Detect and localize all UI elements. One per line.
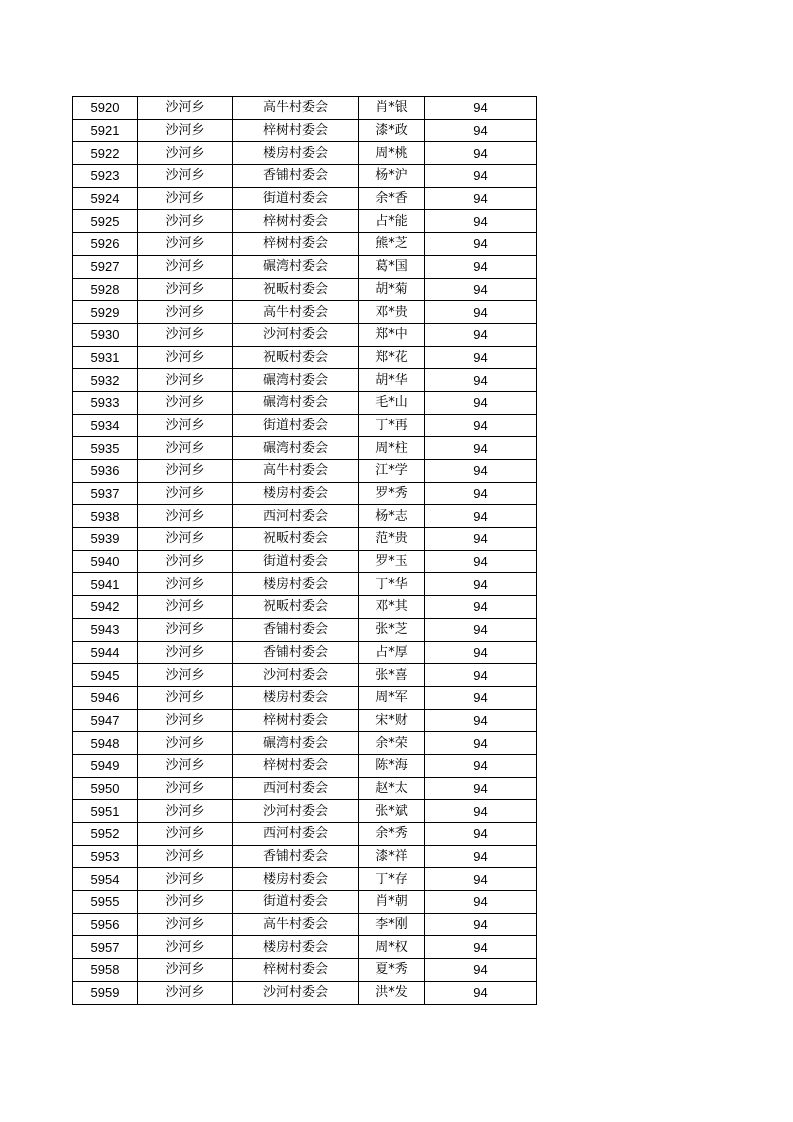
village-committee-cell: 街道村委会: [233, 891, 359, 914]
score-cell: 94: [425, 414, 537, 437]
township-cell: 沙河乡: [138, 278, 233, 301]
row-number-cell: 5957: [73, 936, 138, 959]
table-row: [73, 142, 537, 165]
village-committee-cell: 西河村委会: [233, 505, 359, 528]
table-row: [73, 868, 537, 891]
village-committee-cell: 沙河村委会: [233, 800, 359, 823]
person-name-cell: 周*柱: [359, 437, 425, 460]
score-cell: 94: [425, 505, 537, 528]
row-number-cell: 5932: [73, 369, 138, 392]
township-cell: 沙河乡: [138, 346, 233, 369]
table-row: [73, 800, 537, 823]
score-cell: 94: [425, 142, 537, 165]
row-number-cell: 5926: [73, 233, 138, 256]
person-name-cell: 葛*国: [359, 255, 425, 278]
village-committee-cell: 高牛村委会: [233, 301, 359, 324]
township-cell: 沙河乡: [138, 754, 233, 777]
village-committee-cell: 楼房村委会: [233, 573, 359, 596]
person-name-cell: 占*能: [359, 210, 425, 233]
row-number-cell: 5925: [73, 210, 138, 233]
table-row: [73, 550, 537, 573]
row-number-cell: 5948: [73, 732, 138, 755]
person-name-cell: 杨*志: [359, 505, 425, 528]
row-number-cell: 5958: [73, 959, 138, 982]
village-committee-cell: 沙河村委会: [233, 664, 359, 687]
score-cell: 94: [425, 618, 537, 641]
township-cell: 沙河乡: [138, 959, 233, 982]
person-name-cell: 漆*政: [359, 119, 425, 142]
row-number-cell: 5930: [73, 323, 138, 346]
village-committee-cell: 高牛村委会: [233, 97, 359, 120]
table-row: [73, 777, 537, 800]
village-committee-cell: 香铺村委会: [233, 845, 359, 868]
row-number-cell: 5951: [73, 800, 138, 823]
score-cell: 94: [425, 437, 537, 460]
row-number-cell: 5934: [73, 414, 138, 437]
township-cell: 沙河乡: [138, 550, 233, 573]
row-number-cell: 5936: [73, 460, 138, 483]
row-number-cell: 5953: [73, 845, 138, 868]
village-committee-cell: 西河村委会: [233, 777, 359, 800]
township-cell: 沙河乡: [138, 460, 233, 483]
person-name-cell: 毛*山: [359, 391, 425, 414]
score-cell: 94: [425, 891, 537, 914]
table-row: [73, 233, 537, 256]
township-cell: 沙河乡: [138, 709, 233, 732]
person-name-cell: 肖*银: [359, 97, 425, 120]
village-committee-cell: 梓树村委会: [233, 119, 359, 142]
score-cell: 94: [425, 981, 537, 1004]
score-cell: 94: [425, 346, 537, 369]
person-name-cell: 胡*菊: [359, 278, 425, 301]
table-row: [73, 959, 537, 982]
score-cell: 94: [425, 754, 537, 777]
score-cell: 94: [425, 913, 537, 936]
person-name-cell: 夏*秀: [359, 959, 425, 982]
person-name-cell: 邓*其: [359, 596, 425, 619]
village-committee-cell: 碾湾村委会: [233, 255, 359, 278]
village-committee-cell: 碾湾村委会: [233, 369, 359, 392]
table-row: [73, 187, 537, 210]
table-row: [73, 437, 537, 460]
table-row: [73, 573, 537, 596]
score-cell: 94: [425, 800, 537, 823]
row-number-cell: 5931: [73, 346, 138, 369]
row-number-cell: 5922: [73, 142, 138, 165]
row-number-cell: 5940: [73, 550, 138, 573]
table-row: [73, 754, 537, 777]
row-number-cell: 5937: [73, 482, 138, 505]
village-committee-cell: 祝畈村委会: [233, 278, 359, 301]
township-cell: 沙河乡: [138, 210, 233, 233]
person-name-cell: 周*权: [359, 936, 425, 959]
person-name-cell: 丁*存: [359, 868, 425, 891]
township-cell: 沙河乡: [138, 777, 233, 800]
table-row: [73, 460, 537, 483]
table-row: [73, 528, 537, 551]
row-number-cell: 5921: [73, 119, 138, 142]
township-cell: 沙河乡: [138, 913, 233, 936]
person-name-cell: 丁*再: [359, 414, 425, 437]
table-row: [73, 686, 537, 709]
row-number-cell: 5952: [73, 823, 138, 846]
township-cell: 沙河乡: [138, 437, 233, 460]
township-cell: 沙河乡: [138, 823, 233, 846]
score-cell: 94: [425, 278, 537, 301]
township-cell: 沙河乡: [138, 119, 233, 142]
village-committee-cell: 祝畈村委会: [233, 596, 359, 619]
row-number-cell: 5956: [73, 913, 138, 936]
table-row: [73, 97, 537, 120]
township-cell: 沙河乡: [138, 573, 233, 596]
village-committee-cell: 街道村委会: [233, 187, 359, 210]
score-cell: 94: [425, 732, 537, 755]
village-committee-cell: 香铺村委会: [233, 165, 359, 188]
village-committee-cell: 祝畈村委会: [233, 346, 359, 369]
township-cell: 沙河乡: [138, 369, 233, 392]
township-cell: 沙河乡: [138, 686, 233, 709]
score-cell: 94: [425, 323, 537, 346]
row-number-cell: 5935: [73, 437, 138, 460]
person-name-cell: 郑*中: [359, 323, 425, 346]
township-cell: 沙河乡: [138, 233, 233, 256]
score-cell: 94: [425, 596, 537, 619]
village-committee-cell: 梓树村委会: [233, 233, 359, 256]
township-cell: 沙河乡: [138, 596, 233, 619]
village-committee-cell: 高牛村委会: [233, 460, 359, 483]
row-number-cell: 5927: [73, 255, 138, 278]
row-number-cell: 5943: [73, 618, 138, 641]
person-name-cell: 余*香: [359, 187, 425, 210]
township-cell: 沙河乡: [138, 482, 233, 505]
village-committee-cell: 梓树村委会: [233, 754, 359, 777]
village-committee-cell: 高牛村委会: [233, 913, 359, 936]
village-committee-cell: 楼房村委会: [233, 686, 359, 709]
person-name-cell: 熊*芝: [359, 233, 425, 256]
village-committee-cell: 香铺村委会: [233, 618, 359, 641]
person-name-cell: 张*芝: [359, 618, 425, 641]
row-number-cell: 5938: [73, 505, 138, 528]
score-cell: 94: [425, 686, 537, 709]
score-cell: 94: [425, 369, 537, 392]
row-number-cell: 5939: [73, 528, 138, 551]
village-committee-cell: 楼房村委会: [233, 482, 359, 505]
township-cell: 沙河乡: [138, 528, 233, 551]
table-row: [73, 278, 537, 301]
township-cell: 沙河乡: [138, 97, 233, 120]
table-row: [73, 369, 537, 392]
village-committee-cell: 碾湾村委会: [233, 732, 359, 755]
table-row: [73, 119, 537, 142]
score-cell: 94: [425, 573, 537, 596]
score-cell: 94: [425, 165, 537, 188]
table-row: [73, 845, 537, 868]
score-cell: 94: [425, 936, 537, 959]
village-committee-cell: 楼房村委会: [233, 936, 359, 959]
table-row: [73, 981, 537, 1004]
township-cell: 沙河乡: [138, 301, 233, 324]
village-committee-cell: 祝畈村委会: [233, 528, 359, 551]
row-number-cell: 5950: [73, 777, 138, 800]
row-number-cell: 5920: [73, 97, 138, 120]
table-row: [73, 913, 537, 936]
person-name-cell: 丁*华: [359, 573, 425, 596]
person-name-cell: 占*厚: [359, 641, 425, 664]
row-number-cell: 5942: [73, 596, 138, 619]
score-cell: 94: [425, 391, 537, 414]
score-cell: 94: [425, 482, 537, 505]
person-name-cell: 罗*秀: [359, 482, 425, 505]
township-cell: 沙河乡: [138, 165, 233, 188]
person-name-cell: 张*喜: [359, 664, 425, 687]
township-cell: 沙河乡: [138, 732, 233, 755]
row-number-cell: 5959: [73, 981, 138, 1004]
person-name-cell: 余*秀: [359, 823, 425, 846]
row-number-cell: 5954: [73, 868, 138, 891]
data-table: [72, 96, 537, 1005]
table-row: [73, 505, 537, 528]
table-row: [73, 891, 537, 914]
table-row: [73, 482, 537, 505]
row-number-cell: 5955: [73, 891, 138, 914]
township-cell: 沙河乡: [138, 936, 233, 959]
township-cell: 沙河乡: [138, 800, 233, 823]
table-row: [73, 664, 537, 687]
person-name-cell: 漆*祥: [359, 845, 425, 868]
table-row: [73, 641, 537, 664]
row-number-cell: 5928: [73, 278, 138, 301]
row-number-cell: 5949: [73, 754, 138, 777]
score-cell: 94: [425, 233, 537, 256]
table-row: [73, 255, 537, 278]
score-cell: 94: [425, 255, 537, 278]
score-cell: 94: [425, 187, 537, 210]
score-cell: 94: [425, 868, 537, 891]
table-row: [73, 936, 537, 959]
township-cell: 沙河乡: [138, 664, 233, 687]
person-name-cell: 洪*发: [359, 981, 425, 1004]
village-committee-cell: 楼房村委会: [233, 142, 359, 165]
township-cell: 沙河乡: [138, 505, 233, 528]
table-body: [73, 97, 537, 1005]
person-name-cell: 江*学: [359, 460, 425, 483]
row-number-cell: 5924: [73, 187, 138, 210]
score-cell: 94: [425, 97, 537, 120]
person-name-cell: 郑*花: [359, 346, 425, 369]
township-cell: 沙河乡: [138, 641, 233, 664]
score-cell: 94: [425, 709, 537, 732]
person-name-cell: 范*贵: [359, 528, 425, 551]
table-row: [73, 391, 537, 414]
person-name-cell: 宋*财: [359, 709, 425, 732]
village-committee-cell: 沙河村委会: [233, 323, 359, 346]
township-cell: 沙河乡: [138, 981, 233, 1004]
score-cell: 94: [425, 641, 537, 664]
score-cell: 94: [425, 119, 537, 142]
score-cell: 94: [425, 460, 537, 483]
person-name-cell: 杨*沪: [359, 165, 425, 188]
score-cell: 94: [425, 664, 537, 687]
row-number-cell: 5941: [73, 573, 138, 596]
row-number-cell: 5923: [73, 165, 138, 188]
table-row: [73, 165, 537, 188]
table-row: [73, 323, 537, 346]
township-cell: 沙河乡: [138, 323, 233, 346]
township-cell: 沙河乡: [138, 391, 233, 414]
township-cell: 沙河乡: [138, 618, 233, 641]
village-committee-cell: 梓树村委会: [233, 210, 359, 233]
table-row: [73, 414, 537, 437]
village-committee-cell: 梓树村委会: [233, 959, 359, 982]
score-cell: 94: [425, 301, 537, 324]
person-name-cell: 肖*朝: [359, 891, 425, 914]
person-name-cell: 赵*太: [359, 777, 425, 800]
township-cell: 沙河乡: [138, 891, 233, 914]
row-number-cell: 5933: [73, 391, 138, 414]
village-committee-cell: 香铺村委会: [233, 641, 359, 664]
table-row: [73, 618, 537, 641]
person-name-cell: 张*斌: [359, 800, 425, 823]
score-cell: 94: [425, 823, 537, 846]
township-cell: 沙河乡: [138, 845, 233, 868]
village-committee-cell: 街道村委会: [233, 550, 359, 573]
village-committee-cell: 梓树村委会: [233, 709, 359, 732]
row-number-cell: 5946: [73, 686, 138, 709]
village-committee-cell: 楼房村委会: [233, 868, 359, 891]
row-number-cell: 5944: [73, 641, 138, 664]
table-row: [73, 596, 537, 619]
score-cell: 94: [425, 845, 537, 868]
score-cell: 94: [425, 959, 537, 982]
table-row: [73, 823, 537, 846]
person-name-cell: 邓*贵: [359, 301, 425, 324]
person-name-cell: 罗*玉: [359, 550, 425, 573]
village-committee-cell: 街道村委会: [233, 414, 359, 437]
table-row: [73, 732, 537, 755]
row-number-cell: 5945: [73, 664, 138, 687]
township-cell: 沙河乡: [138, 187, 233, 210]
person-name-cell: 胡*华: [359, 369, 425, 392]
table-row: [73, 301, 537, 324]
person-name-cell: 陈*海: [359, 754, 425, 777]
row-number-cell: 5947: [73, 709, 138, 732]
township-cell: 沙河乡: [138, 868, 233, 891]
score-cell: 94: [425, 210, 537, 233]
village-committee-cell: 碾湾村委会: [233, 437, 359, 460]
township-cell: 沙河乡: [138, 414, 233, 437]
score-cell: 94: [425, 528, 537, 551]
row-number-cell: 5929: [73, 301, 138, 324]
person-name-cell: 余*荣: [359, 732, 425, 755]
table-row: [73, 210, 537, 233]
table-row: [73, 709, 537, 732]
village-committee-cell: 沙河村委会: [233, 981, 359, 1004]
table-row: [73, 346, 537, 369]
score-cell: 94: [425, 777, 537, 800]
person-name-cell: 李*刚: [359, 913, 425, 936]
person-name-cell: 周*军: [359, 686, 425, 709]
township-cell: 沙河乡: [138, 142, 233, 165]
score-cell: 94: [425, 550, 537, 573]
village-committee-cell: 西河村委会: [233, 823, 359, 846]
village-committee-cell: 碾湾村委会: [233, 391, 359, 414]
township-cell: 沙河乡: [138, 255, 233, 278]
person-name-cell: 周*桃: [359, 142, 425, 165]
